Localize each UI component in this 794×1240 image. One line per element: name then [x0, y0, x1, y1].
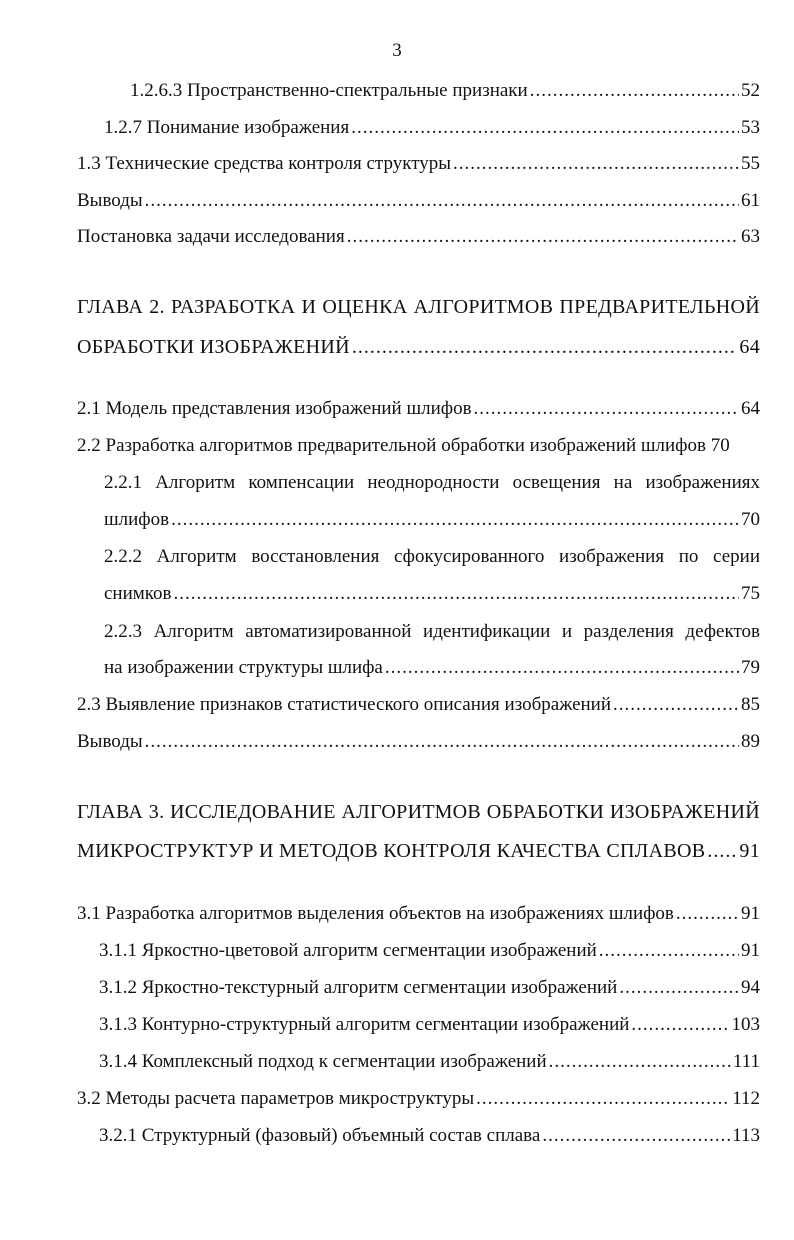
toc-entry-label: 3.1.3 Контурно-структурный алгоритм сегментации изображений [99, 1014, 630, 1035]
toc-entry [104, 583, 760, 605]
toc-entry-label: 2.3 Выявление признаков статистического описания изображений [77, 694, 612, 715]
toc-entry [77, 226, 760, 248]
toc-entry [77, 731, 760, 753]
toc-leader-dots [707, 840, 737, 862]
toc-entry [77, 398, 760, 420]
toc-leader-dots [476, 1088, 730, 1110]
toc-entry-page: 89 [741, 731, 760, 752]
toc-entry-label: Выводы [77, 190, 143, 211]
page-number: 3 [392, 40, 402, 61]
toc-entry-page: 53 [741, 117, 760, 138]
toc-entry [77, 903, 760, 925]
toc-entry-label: 3.1 Разработка алгоритмов выделения объектов на изображениях шлифов [77, 903, 674, 924]
toc-entry-label: 1.2.7 Понимание изображения [104, 117, 350, 138]
toc-entry-label: 3.1.1 Яркостно-цветовой алгоритм сегментации изображений [99, 940, 597, 961]
toc-entry-label: шлифов [104, 509, 170, 530]
toc-entry [77, 190, 760, 212]
toc-entry-page: 75 [741, 583, 760, 604]
toc-entry-label: Выводы [77, 731, 143, 752]
toc-leader-dots [619, 977, 739, 999]
toc-entry-label: 3.2.1 Структурный (фазовый) объемный состав сплава [99, 1125, 541, 1146]
toc-entry-page: 63 [741, 226, 760, 247]
toc-entry-line1: 2.2.2 Алгоритм восстановления сфокусированного изображения по серии [104, 546, 760, 567]
toc-entry-page: 112 [732, 1088, 760, 1109]
toc-leader-dots [542, 1125, 730, 1147]
toc-entry [77, 1088, 760, 1110]
toc-leader-dots [145, 190, 739, 212]
toc-entry-page: 91 [741, 940, 760, 961]
toc-entry [99, 940, 760, 962]
toc-leader-dots [174, 583, 739, 605]
toc-entry-page: 52 [741, 80, 760, 101]
toc-entry [99, 977, 760, 999]
toc-entry-page: 61 [741, 190, 760, 211]
toc-chapter-entry [77, 840, 760, 862]
toc-leader-dots [474, 398, 739, 420]
toc-entry-page: 85 [741, 694, 760, 715]
toc-entry [77, 435, 760, 457]
toc-entry-page: 64 [739, 336, 760, 358]
toc-leader-dots [676, 903, 739, 925]
toc-entry-label: 2.2 Разработка алгоритмов предварительной обработки изображений шлифов 70 [77, 435, 730, 456]
toc-leader-dots [351, 117, 739, 139]
toc-leader-dots [171, 509, 739, 531]
toc-entry [130, 80, 760, 102]
toc-entry [104, 117, 760, 139]
toc-leader-dots [599, 940, 739, 962]
toc-entry-page: 113 [732, 1125, 760, 1146]
toc-entry-page: 94 [741, 977, 760, 998]
chapter-3-title-line1: ГЛАВА 3. ИССЛЕДОВАНИЕ АЛГОРИТМОВ ОБРАБОТКИ ИЗОБРАЖЕНИЙ [77, 801, 760, 823]
toc-leader-dots [385, 657, 739, 679]
toc-leader-dots [549, 1051, 731, 1073]
toc-leader-dots [347, 226, 739, 248]
toc-entry-page: 79 [741, 657, 760, 678]
toc-entry-label: ОБРАБОТКИ ИЗОБРАЖЕНИЙ [77, 336, 350, 358]
toc-leader-dots [631, 1014, 729, 1036]
toc-entry-label: 3.1.2 Яркостно-текстурный алгоритм сегментации изображений [99, 977, 618, 998]
toc-entry-page: 64 [741, 398, 760, 419]
toc-entry [77, 153, 760, 175]
toc-entry [99, 1014, 760, 1036]
toc-entry-label: на изображении структуры шлифа [104, 657, 383, 678]
toc-leader-dots [352, 336, 737, 358]
toc-entry-page: 70 [741, 509, 760, 530]
toc-entry [99, 1051, 760, 1073]
toc-entry-label: снимков [104, 583, 172, 604]
toc-entry-page: 91 [739, 840, 760, 862]
toc-entry-page: 91 [741, 903, 760, 924]
toc-entry [104, 509, 760, 531]
toc-entry-page: 111 [732, 1051, 760, 1072]
toc-entry-page: 55 [741, 153, 760, 174]
toc-leader-dots [145, 731, 739, 753]
toc-entry-label: Постановка задачи исследования [77, 226, 345, 247]
toc-entry-label: 1.2.6.3 Пространственно-спектральные признаки [130, 80, 528, 101]
toc-entry-label: 2.1 Модель представления изображений шлифов [77, 398, 472, 419]
chapter-2-title-line1: ГЛАВА 2. РАЗРАБОТКА И ОЦЕНКА АЛГОРИТМОВ ПРЕДВАРИТЕЛЬНОЙ [77, 296, 760, 318]
toc-leader-dots [613, 694, 739, 716]
toc-entry [77, 694, 760, 716]
toc-entry-label: 3.1.4 Комплексный подход к сегментации изображений [99, 1051, 547, 1072]
toc-entry [104, 657, 760, 679]
toc-entry-line1: 2.2.1 Алгоритм компенсации неоднородности освещения на изображениях [104, 472, 760, 493]
toc-chapter-entry [77, 336, 760, 358]
toc-entry-line1: 2.2.3 Алгоритм автоматизированной идентификации и разделения дефектов [104, 621, 760, 642]
toc-entry-label: МИКРОСТРУКТУР И МЕТОДОВ КОНТРОЛЯ КАЧЕСТВА СПЛАВОВ [77, 840, 706, 862]
toc-leader-dots [530, 80, 739, 102]
toc-entry-label: 3.2 Методы расчета параметров микроструктуры [77, 1088, 475, 1109]
toc-entry-page: 103 [731, 1014, 760, 1035]
toc-entry-label: 1.3 Технические средства контроля структуры [77, 153, 452, 174]
toc-entry [99, 1125, 760, 1147]
toc-leader-dots [453, 153, 739, 175]
